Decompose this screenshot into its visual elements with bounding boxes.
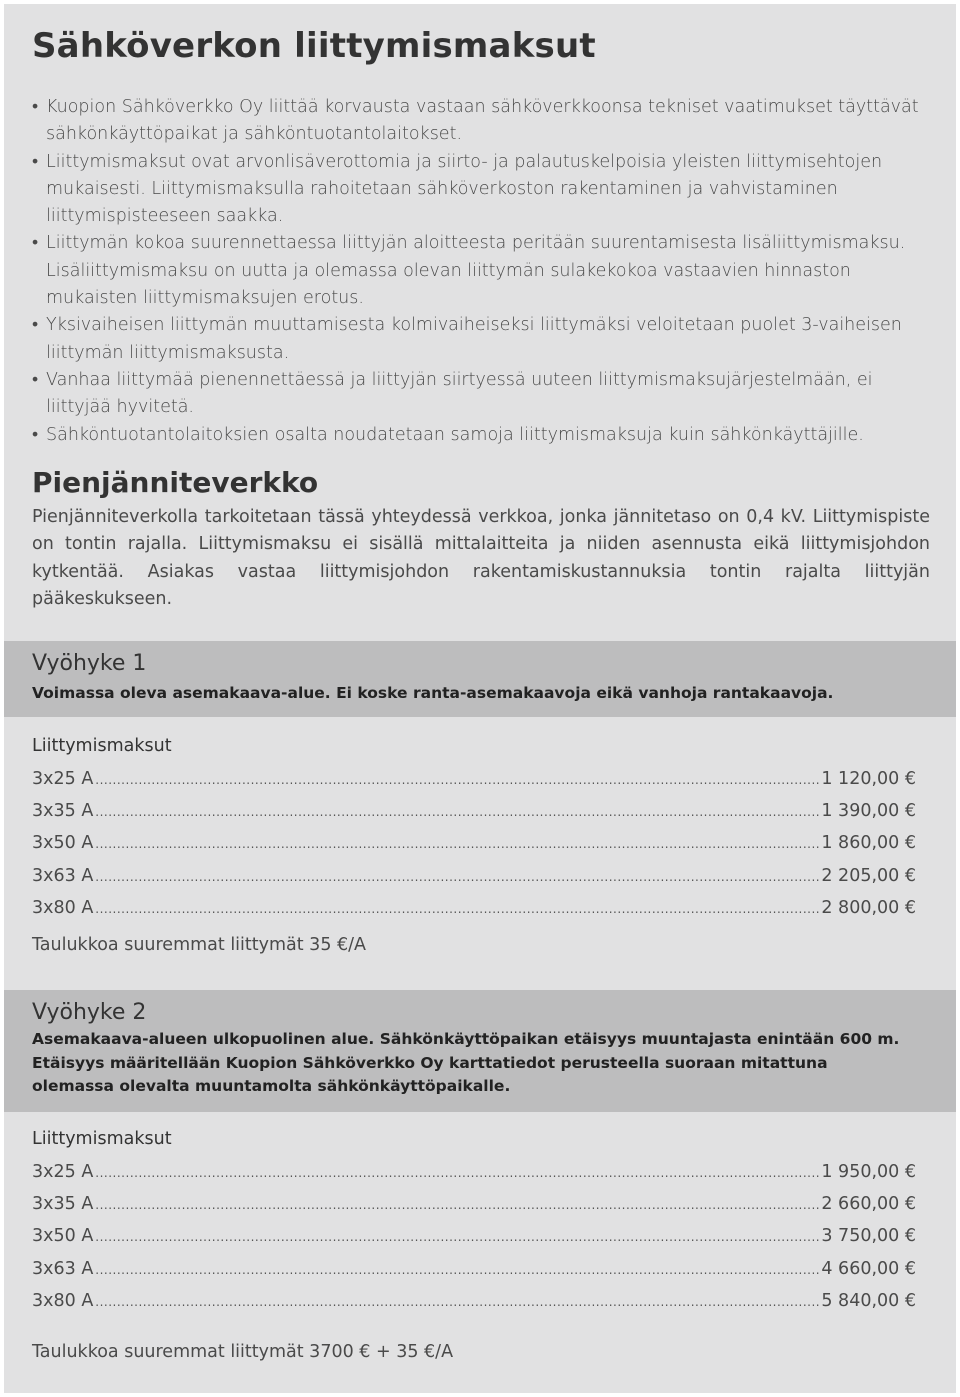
fuse-size: 3x50 A	[32, 833, 94, 854]
zone-1-header	[4, 641, 956, 717]
fee-note: Taulukkoa suuremmat liittymät 35 €/A	[32, 935, 367, 955]
fuse-size: 3x80 A	[32, 897, 94, 918]
dot-leader	[95, 1291, 819, 1311]
table-row	[32, 833, 916, 865]
fuse-size: 3x35 A	[32, 1194, 94, 1215]
fee-price: 2 205,00 €	[821, 865, 916, 886]
fuse-size: 3x25 A	[32, 769, 94, 789]
zone-1-fee-table	[32, 769, 916, 930]
dot-leader	[95, 801, 819, 821]
list-item: • Liittymismaksut ovat arvonlisäverottomia ja siirto- ja palautuskelpoisia yleisten liittymisehtojen mukaisesti. Liittymismaksulla rahoitetaan sähköverkoston rakentaminen ja vahvistaminen liittymispisteeseen saakka.	[32, 149, 932, 231]
zone-description: Asemakaava-alueen ulkopuolinen alue. Sähkönkäyttöpaikan etäisyys muuntajasta enintään 600 m. Etäisyys määritellään Kuopion Sähköverkko Oy karttatiedot perusteella suoraan mitattuna olemassa olevalta muuntamolta sähkönkäyttöpaikalle.	[32, 1030, 900, 1095]
section-text: Pienjänniteverkolla tarkoitetaan tässä yhteydessä verkkoa, jonka jännitetaso on 0,4 kV. Liittymispiste on tontin rajalla. Liittymismaksu ei sisällä mittalaitteita ja niiden asennusta eikä liittymisjohdon kytkentää. Asiakas vastaa liittymisjohdon rakentamiskustannuksia tontin rajalta liittyjän pääkeskukseen.	[32, 507, 930, 609]
table-row	[32, 1291, 916, 1323]
bullet-list	[32, 94, 932, 449]
dot-leader	[95, 866, 819, 886]
table-row	[32, 769, 916, 801]
fuse-size: 3x35 A	[32, 801, 94, 822]
dot-leader	[95, 1259, 819, 1279]
table-row	[32, 801, 916, 833]
document-page	[4, 4, 956, 1393]
table-row	[32, 1162, 916, 1194]
fee-price: 1 860,00 €	[821, 833, 916, 854]
fee-price: 3 750,00 €	[821, 1226, 916, 1247]
fee-price: 5 840,00 €	[821, 1290, 916, 1311]
fuse-size: 3x25 A	[32, 1162, 94, 1182]
list-item: • Vanhaa liittymää pienennettäessä ja liittyjän siirtyessä uuteen liittymismaksujärjestelmään, ei liittyjää hyvitetä.	[32, 367, 932, 422]
dot-leader	[95, 1162, 819, 1182]
fuse-size: 3x80 A	[32, 1290, 94, 1311]
list-item: • Kuopion Sähköverkko Oy liittää korvausta vastaan sähköverkkoonsa tekniset vaatimukset täyttävät sähkönkäyttöpaikat ja sähköntuotantolaitokset.	[32, 94, 932, 149]
fuse-size: 3x50 A	[32, 1226, 94, 1247]
fees-heading: Liittymismaksut	[32, 1129, 172, 1149]
zone-title: Vyöhyke 2	[32, 1000, 147, 1025]
table-row	[32, 1259, 916, 1291]
table-row	[32, 1194, 916, 1226]
list-item: • Yksivaiheisen liittymän muuttamisesta kolmivaiheiseksi liittymäksi veloitetaan puolet 3-vaiheisen liittymän liittymismaksusta.	[32, 312, 932, 367]
fee-note: Taulukkoa suuremmat liittymät 3700 € + 35 €/A	[32, 1342, 454, 1362]
fee-price: 1 950,00 €	[821, 1162, 916, 1182]
table-row	[32, 898, 916, 930]
table-row	[32, 866, 916, 898]
zone-description: Voimassa oleva asemakaava-alue. Ei koske ranta-asemakaavoja eikä vanhoja rantakaavoja.	[32, 684, 834, 702]
fee-price: 1 120,00 €	[821, 769, 916, 789]
fees-heading: Liittymismaksut	[32, 736, 172, 756]
page-title: Sähköverkon liittymismaksut	[32, 26, 596, 66]
list-item: • Sähköntuotantolaitoksien osalta noudatetaan samoja liittymismaksuja kuin sähkönkäyttäjille.	[32, 422, 932, 449]
zone-2-fee-table	[32, 1162, 916, 1323]
dot-leader	[95, 898, 819, 918]
fuse-size: 3x63 A	[32, 865, 94, 886]
zone-title: Vyöhyke 1	[32, 651, 147, 676]
fuse-size: 3x63 A	[32, 1258, 94, 1279]
dot-leader	[95, 1194, 819, 1214]
fee-price: 1 390,00 €	[821, 801, 916, 822]
section-heading: Pienjänniteverkko	[32, 466, 319, 499]
table-row	[32, 1226, 916, 1258]
fee-price: 2 660,00 €	[821, 1194, 916, 1215]
fee-price: 2 800,00 €	[821, 897, 916, 918]
dot-leader	[95, 833, 819, 853]
fee-price: 4 660,00 €	[821, 1258, 916, 1279]
dot-leader	[95, 1226, 819, 1246]
zone-2-header	[4, 990, 956, 1112]
list-item: • Liittymän kokoa suurennettaessa liittyjän aloitteesta peritään suurentamisesta lisäliittymismaksu. Lisäliittymismaksu on uutta ja olemassa olevan liittymän sulakekokoa vastaavien hinnaston mukaisten liittymismaksujen erotus.	[32, 230, 932, 312]
dot-leader	[95, 769, 819, 789]
